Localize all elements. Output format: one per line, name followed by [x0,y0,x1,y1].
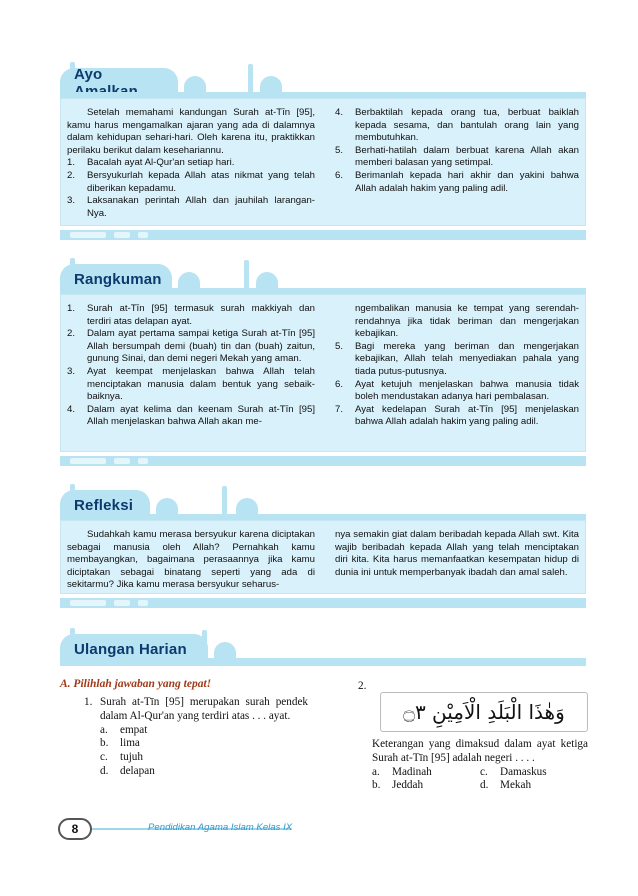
option-letter: c. [100,751,108,764]
item-text: Berimanlah kepada hari akhir dan yakini bahwa Allah adalah hakim yang paling adil. [355,169,579,194]
option-letter: d. [100,764,109,777]
ulangan-harian-header [60,628,586,668]
question-2 [372,738,588,793]
list-item [335,107,579,145]
option-letter: b. [100,737,109,750]
list-item [335,145,579,170]
option-text: Jeddah [392,779,424,792]
option-letter: a. [372,765,380,778]
section-title: Rangkuman [74,270,162,288]
list-item [335,404,579,429]
item-number: 1. [67,303,76,314]
section-title: Ayo [74,66,103,83]
rangkuman-section [60,258,586,468]
option-text: lima [120,737,140,750]
question-text: Keterangan yang dimaksud dalam ayat ketiga Surah at-Tīn [95] adalah negeri . . . . [372,738,588,764]
option-text: Madinah [392,765,432,778]
option-text: delapan [120,764,155,777]
question-2-number: 2. [358,680,367,692]
page-number: 8 [58,818,92,840]
section-title: Ulangan Harian [74,640,187,658]
arabic-verse: وَهٰذَا الْبَلَدِ الْاَمِيْنِ ۝٣ [403,700,565,724]
option-text: Damaskus [500,765,547,778]
item-number: 4. [67,403,76,415]
refleksi-panel [60,520,586,594]
book-title: Pendidikan Agama Islam Kelas IX [148,822,293,833]
list-item [67,328,315,366]
option-text: tujuh [120,751,143,764]
item-text: Dalam ayat kelima dan keenam Surah at-Tīn [95] Allah menjelaskan bahwa Allah akan me- [87,403,315,428]
item-text: Ayat ketujuh menjelaskan bahwa manusia tidak boleh mendustakan adanya hari pembalasan. [355,378,579,403]
answer-option[interactable] [480,766,588,780]
item-number: 3. [67,365,76,377]
item-number: 5. [335,340,344,352]
section-divider-bar [60,230,586,240]
rangkuman-right-list [335,341,579,429]
item-number: 2. [67,169,76,181]
answer-option[interactable] [100,765,308,779]
answer-option[interactable] [100,751,308,765]
section-title: Refleksi [74,496,134,514]
continued-text: ngembalikan manusia ke tempat yang serendah-rendahnya jika tidak beriman dan mengerjakan kebajikan. [355,303,579,340]
item-number: 5. [335,144,344,156]
refleksi-right-text: nya semakin giat dalam beribadah kepada Allah swt. Kita wajib beribadah kepada Allah yang telah menciptakan diri kita. Kita harus memanfaatkan kesempatan hidup di dunia ini untuk memperbanyak ibadah dan amal saleh. [335,529,579,578]
list-item [67,404,315,429]
item-text: Ayat kedelapan Surah at-Tīn [95] menjelaskan bahwa Allah adalah hakim yang paling adil. [355,403,579,428]
item-text: Bacalah ayat Al-Qur'an setiap hari. [87,157,235,169]
list-item [67,303,315,328]
item-number: 7. [335,403,344,415]
list-item [67,195,315,220]
left-column [67,529,315,592]
option-letter: a. [100,723,108,736]
section-divider-bar [60,598,586,608]
item-number: 4. [335,107,344,118]
refleksi-left-text: Sudahkah kamu merasa bersyukur karena diciptakan sebagai manusia oleh Allah? Pernahkah kamu membayangkan, bagaimana perasaannya jika kamu diciptakan sebagai binatang seperti yang ada di sekitarmu? Jika kamu merasa bersyukur seharus- [67,529,315,591]
question-1 [84,696,308,779]
option-text: Mekah [500,779,532,792]
intro-paragraph: Setelah memahami kandungan Surah at-Tīn [95], kamu harus mengamalkan ajaran yang ada di dalamnya dalam kehidupan sehari-hari. Oleh karena itu, praktikkan perilaku berikut dalam kesehariannu. [67,107,315,156]
list-item [67,366,315,404]
list-item [67,170,315,195]
section-a-instruction: A. Pilihlah jawaban yang tepat! [60,678,212,690]
item-number: 6. [335,169,344,181]
item-number: 3. [67,195,76,207]
question-2-options [372,766,588,794]
right-column [335,303,579,429]
tab-line [60,658,586,666]
rangkuman-panel [60,294,586,452]
answer-option[interactable] [480,779,588,793]
list-item [67,157,315,170]
section-divider-bar [60,456,586,466]
question-1-options [84,724,308,779]
rangkuman-left-list [67,303,315,429]
item-text: Bagi mereka yang beriman dan mengerjakan kebajikan, Allah telah menyediakan pahala yang tiada putus-putusnya. [355,340,579,377]
answer-option[interactable] [372,766,480,780]
refleksi-section [60,484,586,614]
answer-option[interactable] [100,724,308,738]
ayo-amalkan-panel [60,98,586,226]
item-text: Laksanakan perintah Allah dan jauhilah larangan-Nya. [87,195,315,219]
left-column [67,107,315,220]
item-number: 2. [67,328,76,340]
answer-option[interactable] [100,737,308,751]
ayo-right-list [335,107,579,195]
item-text: Dalam ayat pertama sampai ketiga Surah at-Tīn [95] Allah bersumpah demi (buah) tin dan (buah) zaitun, gunung Sinai, dan demi negeri Mekah yang aman. [87,328,315,365]
item-text: Surah at-Tīn [95] termasuk surah makkiyah dan terdiri atas delapan ayat. [87,303,315,327]
right-column [335,107,579,195]
option-letter: b. [372,779,381,792]
item-text: Ayat keempat menjelaskan bahwa Allah telah menciptakan manusia dalam bentuk yang sebaik-baiknya. [87,365,315,403]
item-number: 6. [335,378,344,390]
question-text: Surah at-Tīn [95] merupakan surah pendek dalam Al-Qur'an yang terdiri atas . . . ayat. [100,696,308,722]
item-text: Bersyukurlah kepada Allah atas nikmat yang telah diberikan kepadamu. [87,169,315,194]
list-item [335,341,579,379]
arabic-verse-box [380,692,588,732]
list-item [335,170,579,195]
list-item [335,379,579,404]
left-column [67,303,315,429]
option-letter: d. [480,779,489,792]
answer-option[interactable] [372,779,480,793]
item-text: Berhati-hatilah dalam berbuat karena Allah akan memberi balasan yang setimpal. [355,144,579,169]
right-column [335,529,579,579]
ayo-left-list [67,157,315,220]
option-text: empat [120,723,148,736]
question-number: 1. [84,696,93,708]
ayo-amalkan-section [60,62,586,242]
item-text: Berbaktilah kepada orang tua, berbuat baiklah kepada sesama, dan bantulah orang lain yang membutuhkan. [355,107,579,144]
option-letter: c. [480,765,488,778]
item-number: 1. [67,157,76,169]
